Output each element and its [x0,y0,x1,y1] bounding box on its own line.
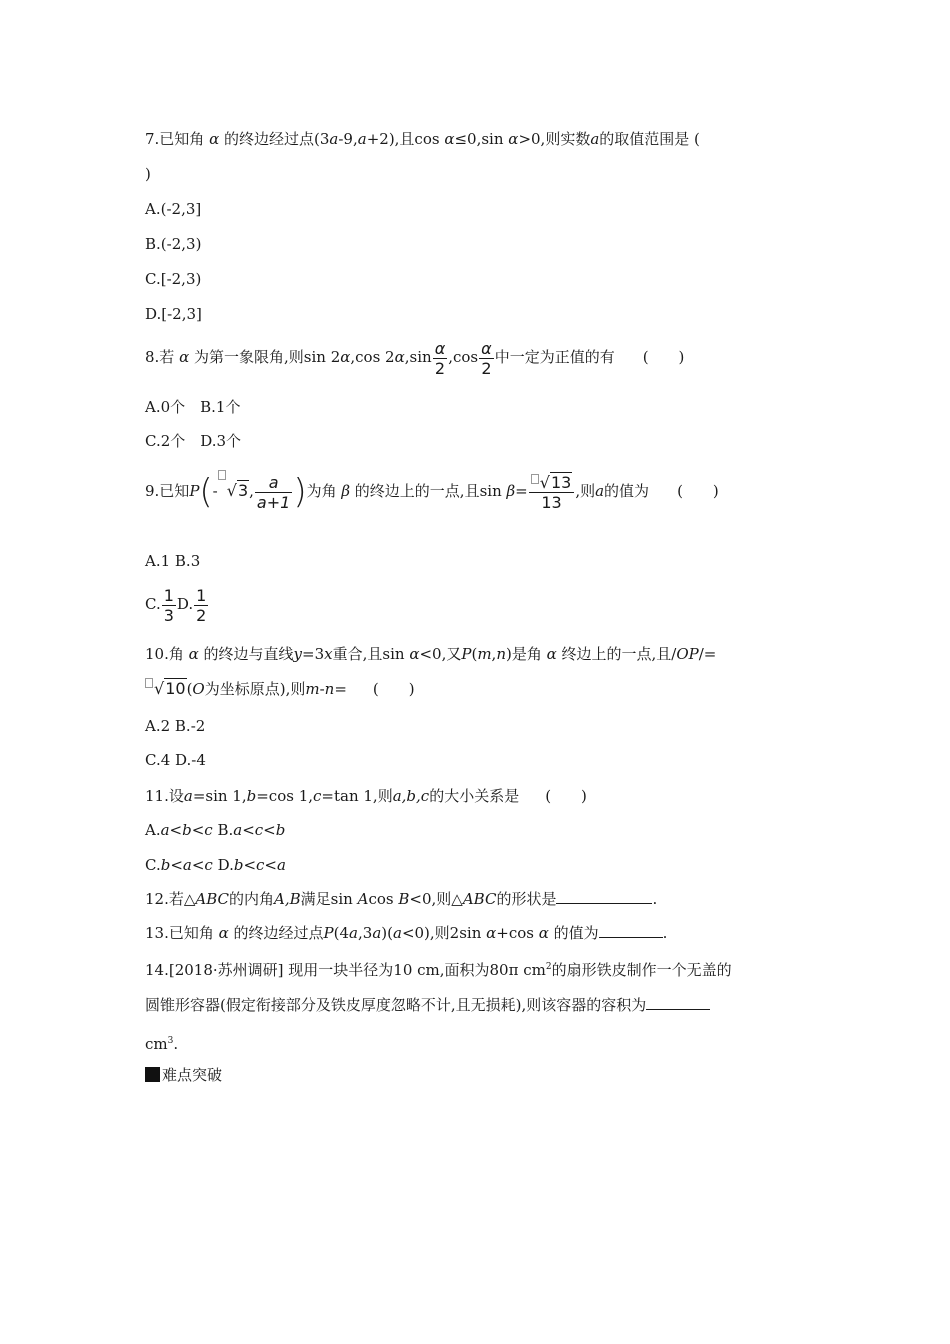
q7-option-c: C.[-2,3) [145,270,202,288]
question-14: 14.[2018·苏州调研] 现用一块半径为10 cm,面积为80π $cm^2$的扇形铁皮制作一个无盖的 [145,961,732,979]
question-10-cont: √10(O为坐标原点),则m-n= ( ) [145,678,415,699]
q8-options-ab: A.0个 B.1个 [145,398,241,416]
q10-options-ab: A.2 B.-2 [145,717,206,735]
question-14-cont: 圆锥形容器(假定衔接部分及铁皮厚度忽略不计,且无损耗),则该容器的容积为 [145,995,710,1015]
sqrt-3: √3 [226,481,249,500]
placeholder-glyph-icon [531,474,539,484]
fraction-sqrt13-over-13: $\frac{√13}{13}$ [529,474,575,511]
answer-blank [556,889,652,904]
q8-options-cd: C.2个 D.3个 [145,432,242,450]
question-13: 13.已知角 α 的终边经过点P(4a,3a)(a<0),则2sin α+cos α 的值为 . [145,924,668,942]
q7-option-a: A.(-2,3] [145,200,202,218]
question-14-unit: $cm^3$. [145,1035,179,1053]
question-10: 10.角 α 的终边与直线y=3x重合,且sin α<0,又P(m,n)是角 α 终边上的一点,且/OP/= [145,645,717,663]
q10-options-cd: C.4 D.-4 [145,751,206,769]
fraction-alpha-over-2: $\frac{\alpha}{2}$ [481,338,492,378]
answer-blank [599,923,663,938]
question-12: 12.若△ABC的内角A,B满足sin Acos B<0,则△ABC的形状是 . [145,890,658,908]
square-bullet-icon [145,1067,160,1082]
sqrt-10: √10 [154,679,186,698]
question-7-paren-close: ) [145,165,151,183]
section-heading: 难点突破 [145,1065,222,1085]
fraction-1-over-3: $\frac{1}{3}$ [163,585,174,625]
fraction-alpha-over-2: $\frac{\alpha}{2}$ [434,338,446,378]
q11-options-cd: C.b<a<c D.b<c<a [145,856,286,874]
question-8: 8.若 α 为第一象限角,则sin 2α,cos 2α,sin $\frac{\alpha}{2}$ ,cos $\frac{\alpha}{2}$ 中一定为正值的有 ( ) [145,338,685,378]
question-9: 9.已知P(- √3, $\frac{a}{a+1}$ )为角 β 的终边上的一点,且sin β= $\frac{√13}{13}$ ,则a的值为 ( ) [145,472,719,512]
q7-option-b: B.(-2,3) [145,235,202,253]
placeholder-glyph-icon [145,678,153,688]
placeholder-glyph-icon [218,470,226,480]
fraction-1-over-2: $\frac{1}{2}$ [196,585,207,625]
question-7: 7.已知角 α 的终边经过点(3a-9,a+2),且cos α≤0,sin α>0,则实数a的取值范围是 ( [145,130,700,148]
question-11: 11.设a=sin 1,b=cos 1,c=tan 1,则a,b,c的大小关系是 ( ) [145,787,587,805]
answer-blank [646,995,710,1010]
q7-option-d: D.[-2,3] [145,305,202,323]
q9-options-ab: A.1 B.3 [145,552,201,570]
q11-options-ab: A.a<b<c B.a<c<b [145,821,286,839]
q9-options-cd: C. $\frac{1}{3}$ D. $\frac{1}{2}$ [145,585,207,625]
fraction-a-over-a-plus-1: $\frac{a}{a+1}$ [256,472,291,512]
